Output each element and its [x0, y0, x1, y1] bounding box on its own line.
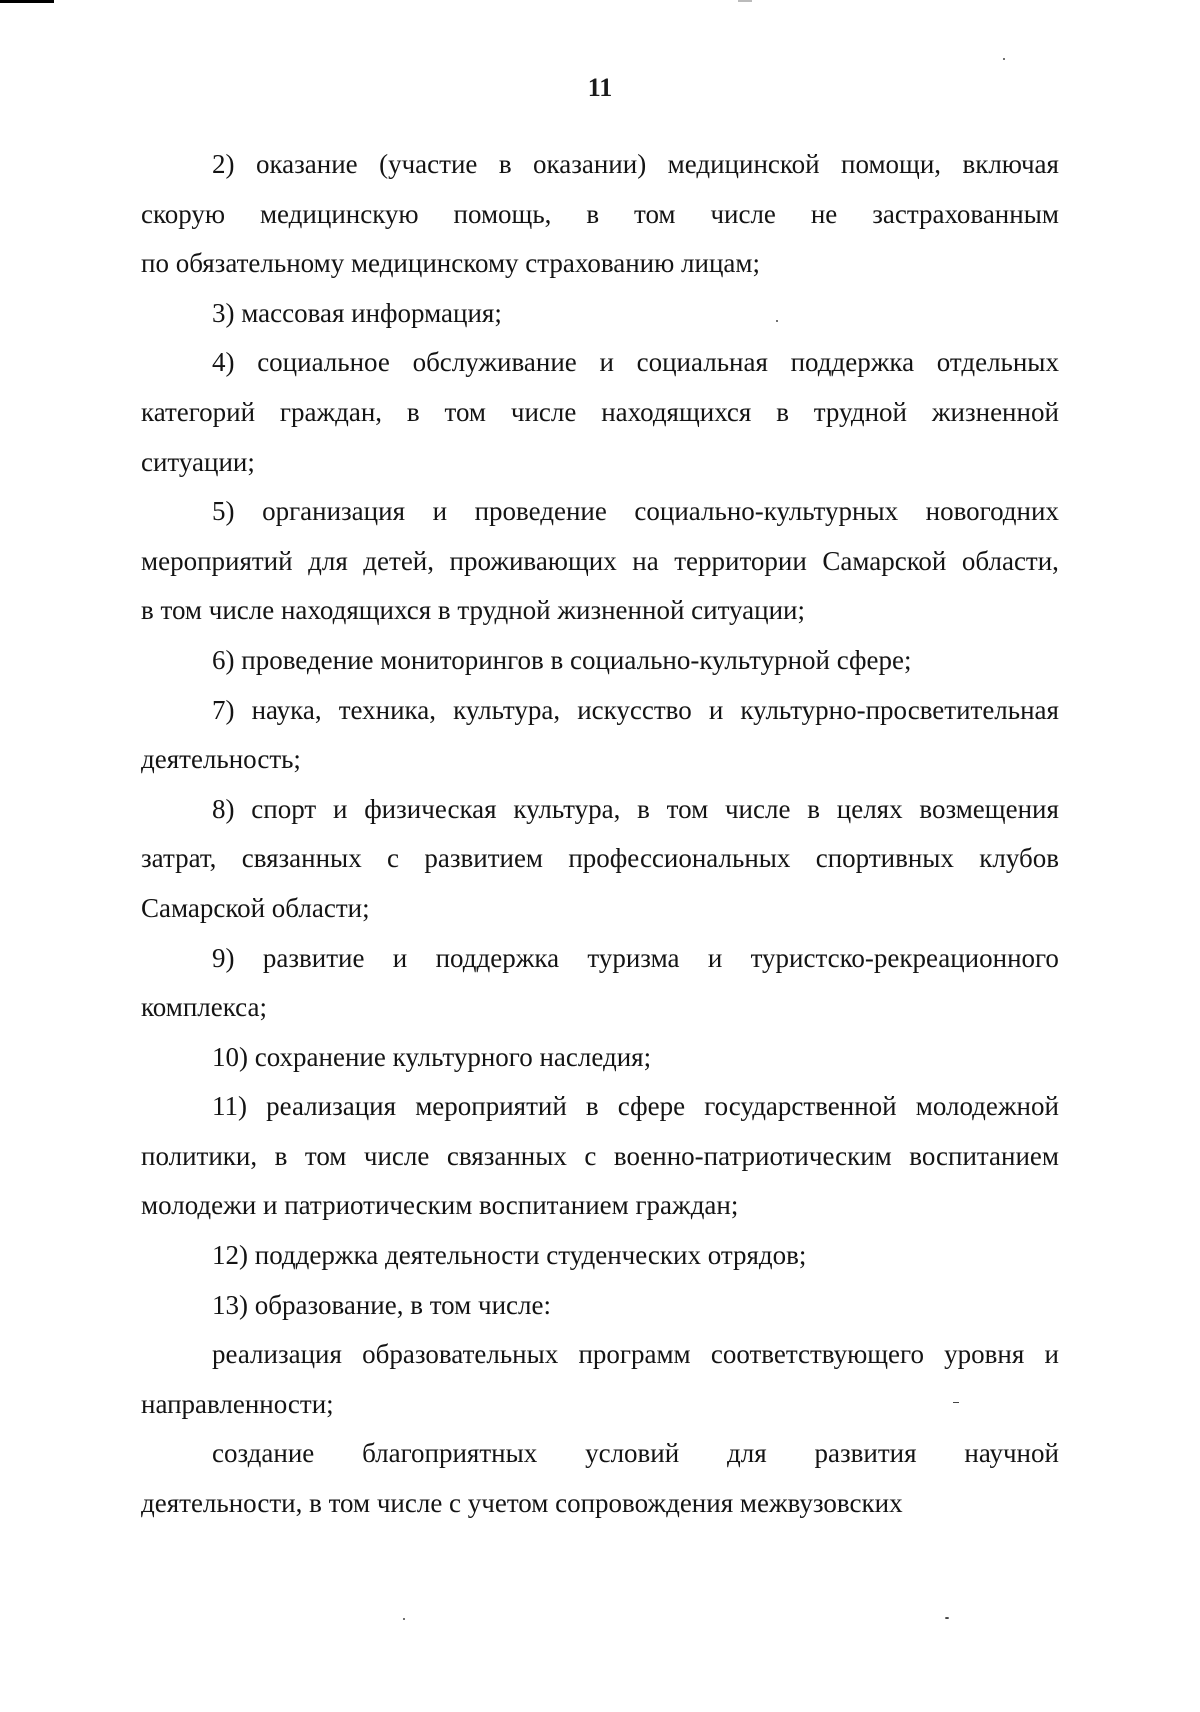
paragraph	[141, 636, 1059, 686]
text-line: 7) наука, техника, культура, искусство и культурно-просветительная	[212, 694, 1059, 725]
text-line: молодежи и патриотическим воспитанием граждан;	[141, 1190, 739, 1221]
text-line: ситуации;	[141, 446, 255, 477]
text-line: 11) реализация мероприятий в сфере государственной молодежной	[212, 1091, 1059, 1122]
scan-speck	[945, 1617, 949, 1619]
scan-edge-mark	[738, 0, 752, 2]
text-line: комплекса;	[141, 992, 267, 1023]
text-line: 13) образование, в том числе:	[212, 1289, 551, 1320]
text-line: 4) социальное обслуживание и социальная поддержка отдельных	[212, 347, 1059, 378]
paragraph	[141, 1033, 1059, 1083]
text-line: направленности;	[141, 1388, 334, 1419]
text-line: создание благоприятных условий для развития научной	[212, 1438, 1059, 1469]
text-line: 10) сохранение культурного наследия;	[212, 1041, 652, 1072]
text-line: 2) оказание (участие в оказании) медицинской помощи, включая	[212, 149, 1059, 179]
paragraph	[141, 1330, 1059, 1429]
scan-speck	[403, 1618, 405, 1620]
document-body	[141, 140, 1059, 1529]
text-line: политики, в том числе связанных с военно-патриотическим воспитанием	[141, 1140, 1059, 1171]
text-line: деятельности, в том числе с учетом сопровождения межвузовских	[141, 1488, 903, 1519]
text-line: деятельность;	[141, 744, 301, 775]
text-line: Самарской области;	[141, 892, 370, 923]
paragraph	[141, 1231, 1059, 1281]
text-line: 12) поддержка деятельности студенческих отрядов;	[212, 1240, 807, 1271]
text-line: 9) развитие и поддержка туризма и туристско-рекреационного	[212, 942, 1059, 973]
paragraph	[141, 1281, 1059, 1331]
text-line: реализация образовательных программ соответствующего уровня и	[212, 1339, 1059, 1370]
text-line: 6) проведение мониторингов в социально-культурной сфере;	[212, 644, 912, 675]
text-line: 5) организация и проведение социально-культурных новогодних	[212, 496, 1059, 527]
paragraph	[141, 1082, 1059, 1231]
paragraph	[141, 785, 1059, 934]
text-line: мероприятий для детей, проживающих на территории Самарской области,	[141, 545, 1059, 576]
paragraph	[141, 140, 1059, 289]
text-line: затрат, связанных с развитием профессиональных спортивных клубов	[141, 843, 1059, 874]
scan-speck	[1003, 58, 1005, 60]
paragraph	[141, 1429, 1059, 1528]
text-line: 3) массовая информация;	[212, 297, 502, 328]
text-line: категорий граждан, в том числе находящихся в трудной жизненной	[141, 396, 1059, 427]
page-number: 11	[587, 73, 613, 102]
paragraph	[141, 289, 1059, 339]
paragraph	[141, 487, 1059, 636]
text-line: скорую медицинскую помощь, в том числе не застрахованным	[141, 198, 1059, 229]
paragraph	[141, 338, 1059, 487]
paragraph	[141, 686, 1059, 785]
text-line: 8) спорт и физическая культура, в том числе в целях возмещения	[212, 793, 1059, 824]
text-line: в том числе находящихся в трудной жизненной ситуации;	[141, 595, 805, 626]
paragraph	[141, 934, 1059, 1033]
scan-edge-mark	[0, 0, 54, 3]
text-line: по обязательному медицинскому страхованию лицам;	[141, 248, 760, 279]
